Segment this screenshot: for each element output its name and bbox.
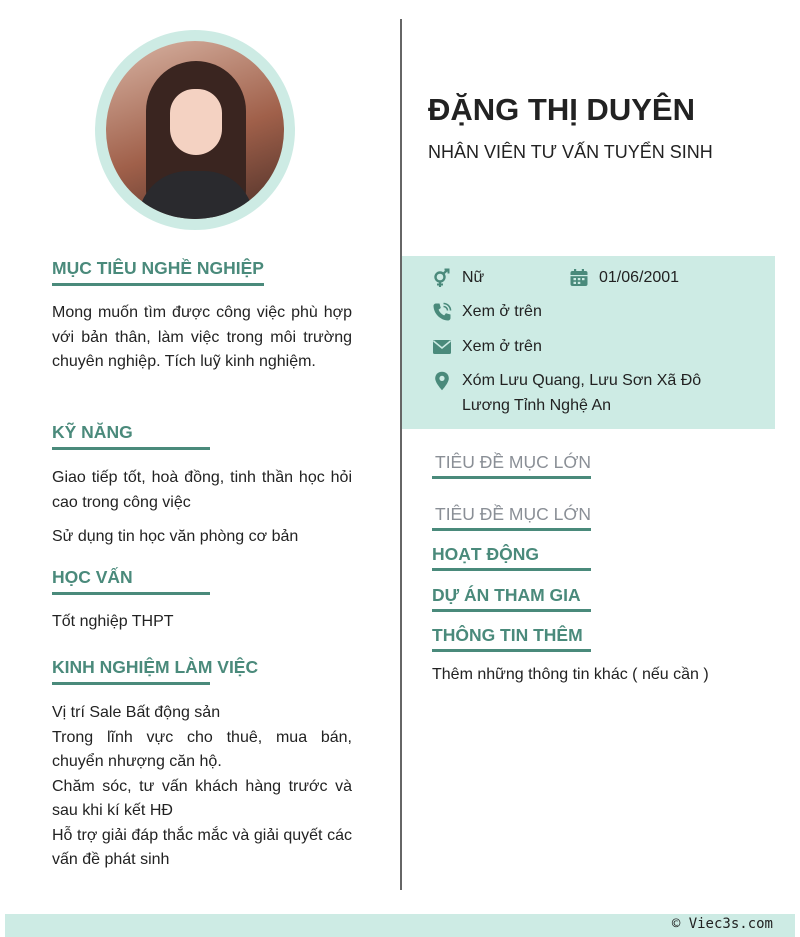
- gender-icon: [432, 268, 452, 288]
- projects-title: DỰ ÁN THAM GIA: [432, 585, 591, 612]
- experience-list: [52, 701, 352, 873]
- experience-item: Chăm sóc, tư vấn khách hàng trước và sau khi kí kết HĐ: [52, 777, 352, 819]
- column-divider: [400, 19, 402, 890]
- birthday-value: 01/06/2001: [599, 269, 680, 286]
- candidate-name: ĐẶNG THỊ DUYÊN: [428, 92, 695, 127]
- birthday-row: [569, 266, 679, 290]
- education-title: HỌC VẤN: [52, 567, 210, 595]
- experience-item: Hỗ trợ giải đáp thắc mắc và giải quyết các vấn đề phát sinh: [52, 826, 352, 868]
- experience-title: KINH NGHIỆM LÀM VIỆC: [52, 657, 210, 685]
- experience-item: Vị trí Sale Bất động sản: [52, 704, 221, 721]
- gender-row: [432, 266, 484, 290]
- phone-value: Xem ở trên: [462, 303, 542, 320]
- gender-value: Nữ: [462, 269, 485, 286]
- location-icon: [432, 371, 452, 391]
- address-row: [432, 369, 701, 418]
- activities-title: HOẠT ĐỘNG: [432, 544, 591, 571]
- skills-title: KỸ NĂNG: [52, 422, 210, 450]
- objective-text: Mong muốn tìm được công việc phù hợp với bản thân, làm việc trong môi trường chuyên nghiệp. Tích luỹ kinh nghiệm.: [52, 304, 352, 370]
- address-line-1: Xóm Lưu Quang, Lưu Sơn Xã Đô: [462, 372, 702, 389]
- experience-item: Trong lĩnh vực cho thuê, mua bán, chuyển nhượng căn hộ.: [52, 728, 352, 770]
- objective-title: MỤC TIÊU NGHỀ NGHIỆP: [52, 258, 264, 286]
- candidate-job-title: NHÂN VIÊN TƯ VẤN TUYỂN SINH: [428, 142, 713, 162]
- skill-item: Sử dụng tin học văn phòng cơ bản: [52, 528, 299, 545]
- profile-photo: [95, 30, 295, 230]
- phone-icon: [432, 302, 452, 322]
- footer-bar: [5, 914, 795, 937]
- skills-list: [52, 466, 352, 550]
- email-row: [432, 335, 542, 359]
- section-placeholder-2: TIÊU ĐỀ MỤC LỚN: [432, 504, 591, 531]
- email-value: Xem ở trên: [462, 338, 542, 355]
- calendar-icon: [569, 268, 589, 288]
- address-line-2: Lương Tỉnh Nghệ An: [462, 397, 612, 414]
- education-text: Tốt nghiệp THPT: [52, 613, 174, 630]
- phone-row: [432, 300, 542, 324]
- copyright-text: © Viec3s.com: [671, 916, 773, 932]
- skill-item: Giao tiếp tốt, hoà đồng, tinh thần học hỏi cao trong công việc: [52, 469, 352, 511]
- more-info-title: THÔNG TIN THÊM: [432, 625, 591, 652]
- more-info-text: Thêm những thông tin khác ( nếu cần ): [432, 666, 709, 683]
- email-icon: [432, 337, 452, 357]
- section-placeholder-1: TIÊU ĐỀ MỤC LỚN: [432, 452, 591, 479]
